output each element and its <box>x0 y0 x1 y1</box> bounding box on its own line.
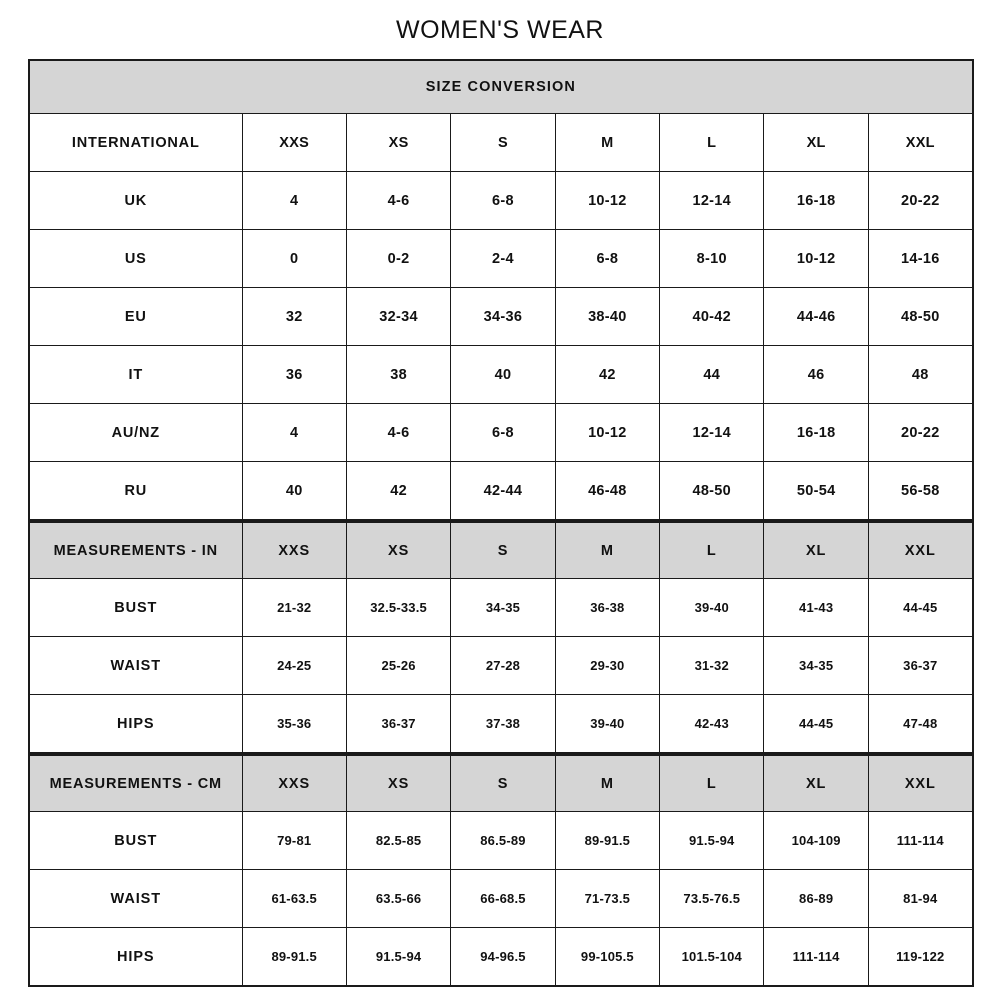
measurements-cm-table <box>28 754 974 987</box>
column-header-xxs: XXS <box>242 522 346 579</box>
row-label-bust-cm: BUST <box>29 812 242 870</box>
table-header-row <box>29 114 973 172</box>
cell-waist-cm-s: 66-68.5 <box>451 870 555 928</box>
cell-waist-in-xxs: 24-25 <box>242 637 346 695</box>
cell-bust-in-xxs: 21-32 <box>242 579 346 637</box>
cell-bust-cm-xs: 82.5-85 <box>346 812 450 870</box>
cell-eu-xxs: 32 <box>242 288 346 346</box>
row-label-it: IT <box>29 346 242 404</box>
cell-waist-cm-xs: 63.5-66 <box>346 870 450 928</box>
cell-ru-xs: 42 <box>346 462 450 521</box>
cell-hips-in-xxl: 47-48 <box>868 695 972 754</box>
cell-hips-cm-xxs: 89-91.5 <box>242 928 346 987</box>
column-header-s: S <box>451 114 555 172</box>
measurements-cm-header: MEASUREMENTS - CM <box>29 755 242 812</box>
cell-it-xs: 38 <box>346 346 450 404</box>
cell-bust-cm-xxs: 79-81 <box>242 812 346 870</box>
cell-ru-xxs: 40 <box>242 462 346 521</box>
cell-hips-in-s: 37-38 <box>451 695 555 754</box>
cell-eu-s: 34-36 <box>451 288 555 346</box>
cell-waist-in-m: 29-30 <box>555 637 659 695</box>
cell-ru-s: 42-44 <box>451 462 555 521</box>
cell-bust-cm-l: 91.5-94 <box>660 812 764 870</box>
cell-hips-in-xs: 36-37 <box>346 695 450 754</box>
column-header-xxl: XXL <box>868 114 972 172</box>
cell-us-xxl: 14-16 <box>868 230 972 288</box>
cell-hips-in-m: 39-40 <box>555 695 659 754</box>
cell-hips-cm-s: 94-96.5 <box>451 928 555 987</box>
column-header-xs: XS <box>346 114 450 172</box>
table-row <box>29 346 973 404</box>
cell-uk-xl: 16-18 <box>764 172 868 230</box>
table-row <box>29 172 973 230</box>
cell-us-s: 2-4 <box>451 230 555 288</box>
cell-it-xl: 46 <box>764 346 868 404</box>
column-header-s: S <box>451 755 555 812</box>
cell-waist-cm-l: 73.5-76.5 <box>660 870 764 928</box>
cell-it-s: 40 <box>451 346 555 404</box>
column-header-xxl: XXL <box>868 522 972 579</box>
cell-bust-cm-xl: 104-109 <box>764 812 868 870</box>
measurements-in-header: MEASUREMENTS - IN <box>29 522 242 579</box>
column-header-s: S <box>451 522 555 579</box>
row-label-aunz: AU/NZ <box>29 404 242 462</box>
table-row <box>29 637 973 695</box>
measurements-inches-table <box>28 521 974 754</box>
cell-bust-cm-m: 89-91.5 <box>555 812 659 870</box>
cell-uk-xxs: 4 <box>242 172 346 230</box>
column-header-m: M <box>555 755 659 812</box>
table-row <box>29 288 973 346</box>
table-row <box>29 928 973 987</box>
cell-hips-cm-xs: 91.5-94 <box>346 928 450 987</box>
row-label-ru: RU <box>29 462 242 521</box>
row-label-hips-in: HIPS <box>29 695 242 754</box>
column-header-xl: XL <box>764 114 868 172</box>
table-row <box>29 812 973 870</box>
row-label-uk: UK <box>29 172 242 230</box>
cell-bust-cm-xxl: 111-114 <box>868 812 972 870</box>
row-label-bust-in: BUST <box>29 579 242 637</box>
cell-waist-cm-m: 71-73.5 <box>555 870 659 928</box>
column-header-m: M <box>555 522 659 579</box>
column-header-xl: XL <box>764 755 868 812</box>
cell-ru-m: 46-48 <box>555 462 659 521</box>
table-header-row <box>29 522 973 579</box>
cell-aunz-xxl: 20-22 <box>868 404 972 462</box>
cell-bust-in-s: 34-35 <box>451 579 555 637</box>
cell-ru-l: 48-50 <box>660 462 764 521</box>
table-row <box>29 404 973 462</box>
cell-us-m: 6-8 <box>555 230 659 288</box>
row-label-waist-cm: WAIST <box>29 870 242 928</box>
table-banner-row <box>29 60 973 114</box>
column-header-xs: XS <box>346 522 450 579</box>
row-label-us: US <box>29 230 242 288</box>
column-header-xl: XL <box>764 522 868 579</box>
cell-ru-xxl: 56-58 <box>868 462 972 521</box>
table-row <box>29 230 973 288</box>
column-header-xs: XS <box>346 755 450 812</box>
cell-uk-xxl: 20-22 <box>868 172 972 230</box>
column-header-xxl: XXL <box>868 755 972 812</box>
cell-waist-in-xxl: 36-37 <box>868 637 972 695</box>
cell-waist-in-xl: 34-35 <box>764 637 868 695</box>
cell-aunz-xxs: 4 <box>242 404 346 462</box>
row-label-hips-cm: HIPS <box>29 928 242 987</box>
cell-bust-in-xl: 41-43 <box>764 579 868 637</box>
cell-bust-cm-s: 86.5-89 <box>451 812 555 870</box>
cell-it-xxl: 48 <box>868 346 972 404</box>
cell-waist-cm-xxl: 81-94 <box>868 870 972 928</box>
cell-hips-in-xxs: 35-36 <box>242 695 346 754</box>
cell-uk-m: 10-12 <box>555 172 659 230</box>
cell-hips-in-xl: 44-45 <box>764 695 868 754</box>
cell-eu-m: 38-40 <box>555 288 659 346</box>
cell-eu-xl: 44-46 <box>764 288 868 346</box>
table-row <box>29 462 973 521</box>
cell-ru-xl: 50-54 <box>764 462 868 521</box>
column-header-xxs: XXS <box>242 755 346 812</box>
cell-aunz-xl: 16-18 <box>764 404 868 462</box>
cell-aunz-m: 10-12 <box>555 404 659 462</box>
cell-it-m: 42 <box>555 346 659 404</box>
cell-hips-cm-m: 99-105.5 <box>555 928 659 987</box>
table-header-row <box>29 755 973 812</box>
size-conversion-table <box>28 59 974 521</box>
cell-uk-s: 6-8 <box>451 172 555 230</box>
column-header-international: INTERNATIONAL <box>29 114 242 172</box>
cell-waist-cm-xxs: 61-63.5 <box>242 870 346 928</box>
cell-eu-l: 40-42 <box>660 288 764 346</box>
cell-aunz-l: 12-14 <box>660 404 764 462</box>
table-row <box>29 870 973 928</box>
cell-hips-cm-xxl: 119-122 <box>868 928 972 987</box>
cell-aunz-s: 6-8 <box>451 404 555 462</box>
table-row <box>29 579 973 637</box>
row-label-waist-in: WAIST <box>29 637 242 695</box>
cell-aunz-xs: 4-6 <box>346 404 450 462</box>
size-conversion-banner: SIZE CONVERSION <box>29 60 973 114</box>
cell-us-xl: 10-12 <box>764 230 868 288</box>
cell-bust-in-m: 36-38 <box>555 579 659 637</box>
column-header-m: M <box>555 114 659 172</box>
cell-eu-xxl: 48-50 <box>868 288 972 346</box>
cell-bust-in-l: 39-40 <box>660 579 764 637</box>
cell-hips-in-l: 42-43 <box>660 695 764 754</box>
cell-hips-cm-l: 101.5-104 <box>660 928 764 987</box>
cell-it-xxs: 36 <box>242 346 346 404</box>
cell-waist-in-xs: 25-26 <box>346 637 450 695</box>
cell-waist-cm-xl: 86-89 <box>764 870 868 928</box>
cell-eu-xs: 32-34 <box>346 288 450 346</box>
cell-waist-in-s: 27-28 <box>451 637 555 695</box>
cell-us-xs: 0-2 <box>346 230 450 288</box>
cell-waist-in-l: 31-32 <box>660 637 764 695</box>
cell-bust-in-xs: 32.5-33.5 <box>346 579 450 637</box>
cell-us-xxs: 0 <box>242 230 346 288</box>
cell-us-l: 8-10 <box>660 230 764 288</box>
column-header-l: L <box>660 522 764 579</box>
cell-hips-cm-xl: 111-114 <box>764 928 868 987</box>
cell-uk-l: 12-14 <box>660 172 764 230</box>
column-header-xxs: XXS <box>242 114 346 172</box>
table-row <box>29 695 973 754</box>
cell-it-l: 44 <box>660 346 764 404</box>
cell-bust-in-xxl: 44-45 <box>868 579 972 637</box>
page-title: WOMEN'S WEAR <box>396 16 604 44</box>
column-header-l: L <box>660 755 764 812</box>
row-label-eu: EU <box>29 288 242 346</box>
cell-uk-xs: 4-6 <box>346 172 450 230</box>
column-header-l: L <box>660 114 764 172</box>
